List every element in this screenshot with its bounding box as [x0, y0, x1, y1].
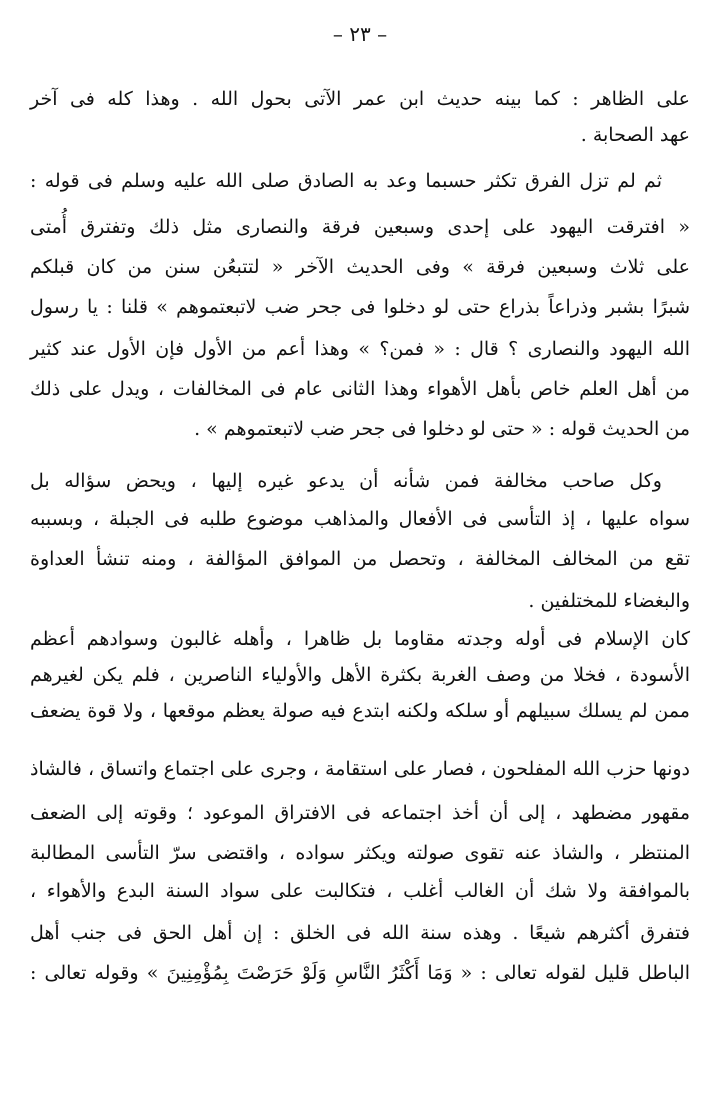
text-line: من أهل العلم خاص بأهل الأهواء وهذا الثانى عام فى المخالفات ، ويدل على ذلك: [30, 378, 690, 400]
text-line: مقهور مضطهد ، إلى أن أخذ اجتماعه فى الافتراق الموعود ؛ وقوته إلى الضعف: [30, 802, 690, 824]
text-line: كان الإسلام فى أوله وجدته مقاوما بل ظاهرا ، وأهله غالبون وسوادهم أعظم: [30, 628, 690, 650]
text-line: دونها حزب الله المفلحون ، فصار على استقامة ، وجرى على اجتماع واتساق ، فالشاذ: [30, 758, 690, 780]
text-line: الله اليهود والنصارى ؟ قال : « فمن؟ » وهذا أعم من الأول فإن الأول عند كثير: [30, 338, 690, 360]
text-line: الباطل قليل لقوله تعالى : « وَمَا أَكْثَرُ النَّاسِ وَلَوْ حَرَصْتَ بِمُؤْمِنِينَ » وقوله تعالى :: [30, 962, 690, 984]
text-line: المنتظر ، والشاذ عنه تقوى صولته ويكثر سواده ، واقتضى سرّ التأسى المطالبة: [30, 842, 690, 864]
text-line: « افترقت اليهود على إحدى وسبعين فرقة والنصارى مثل ذلك وتفترق أُمتى: [30, 216, 690, 238]
text-line: على الظاهر : كما بينه حديث ابن عمر الآتى بحول الله . وهذا كله فى آخر: [30, 88, 690, 110]
text-line: سواه عليها ، إذ التأسى فى الأفعال والمذاهب موضوع طلبه فى الجبلة ، وبسببه: [30, 508, 690, 530]
text-line: شبرًا بشبر وذراعاً بذراع حتى لو دخلوا فى جحر ضب لاتبعتموهم » قلنا : يا رسول: [30, 296, 690, 318]
text-line: من الحديث قوله : « حتى لو دخلوا فى جحر ضب لاتبعتموهم » .: [194, 418, 690, 440]
text-line: ممن لم يسلك سبيلهم أو سلكه ولكنه ابتدع فيه صولة يعظم موقعها ، ولا قوة يضعف: [30, 700, 690, 722]
text-line: على ثلاث وسبعين فرقة » وفى الحديث الآخر « لتتبعُن سنن من كان قبلكم: [30, 256, 690, 278]
text-line: بالموافقة ولا شك أن الغالب أغلب ، فتكالبت على سواد السنة البدع والأهواء ،: [30, 880, 690, 902]
text-line: فتفرق أكثرهم شيعًا . وهذه سنة الله فى الخلق : إن أهل الحق فى جنب أهل: [30, 922, 690, 944]
page-number: – ٢٣ –: [332, 22, 388, 46]
text-line: والبغضاء للمختلفين .: [528, 590, 690, 612]
text-line: تقع من المخالف المخالفة ، وتحصل من الموافق المؤالفة ، ومنه تنشأ العداوة: [30, 548, 690, 570]
text-line: عهد الصحابة .: [580, 124, 690, 146]
text-line: ثم لم تزل الفرق تكثر حسبما وعد به الصادق صلى الله عليه وسلم فى قوله :: [30, 170, 662, 192]
text-line: وكل صاحب مخالفة فمن شأنه أن يدعو غيره إليها ، ويحض سؤاله بل: [30, 470, 662, 492]
text-line: الأسودة ، فخلا من وصف الغربة بكثرة الأهل والأولياء الناصرين ، فلم يكن لغيرهم: [30, 664, 690, 686]
